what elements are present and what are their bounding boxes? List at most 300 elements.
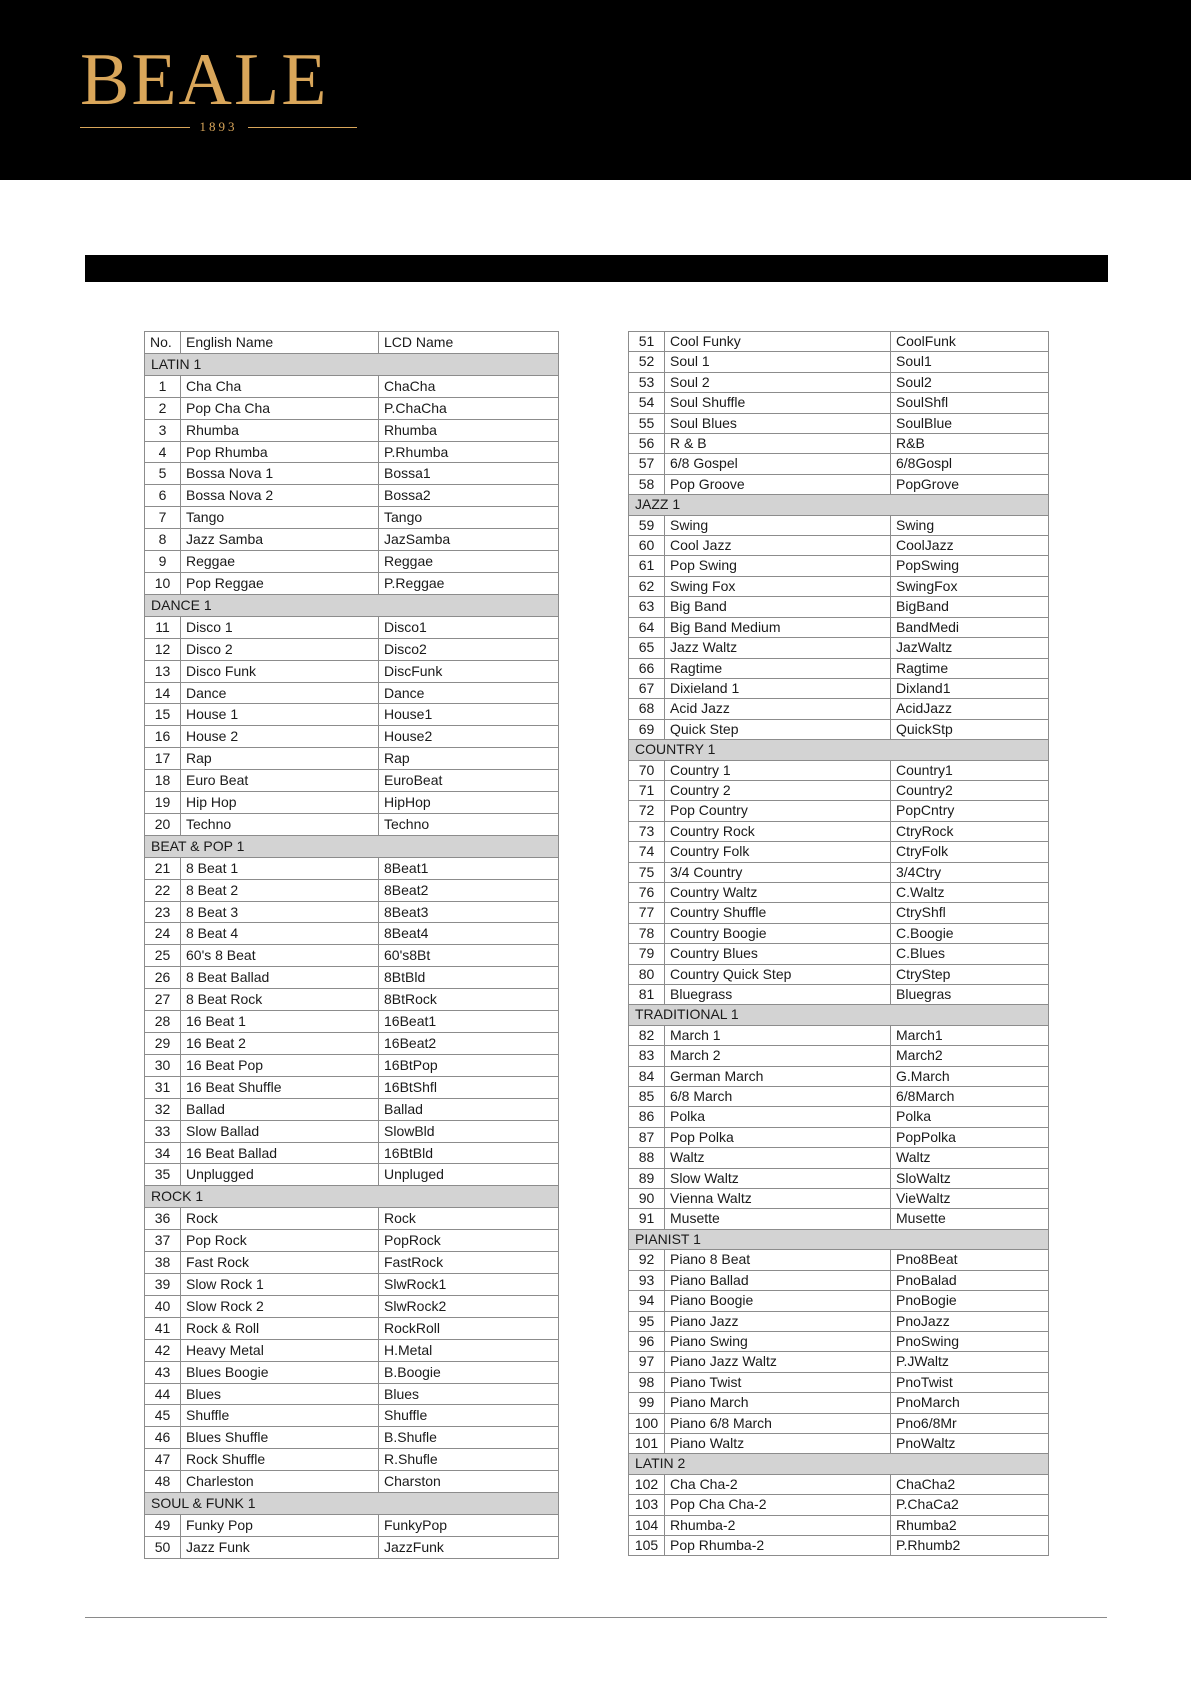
table-row bbox=[145, 901, 559, 923]
style-number: 97 bbox=[629, 1352, 665, 1372]
table-row bbox=[629, 1291, 1049, 1311]
style-lcd-name: QuickStp bbox=[891, 719, 1049, 739]
style-number: 74 bbox=[629, 842, 665, 862]
style-lcd-name: SoulShfl bbox=[891, 393, 1049, 413]
table-row bbox=[145, 1230, 559, 1252]
table-row bbox=[145, 638, 559, 660]
style-lcd-name: PnoBogie bbox=[891, 1291, 1049, 1311]
style-number: 87 bbox=[629, 1127, 665, 1147]
style-english-name: Swing bbox=[665, 515, 891, 535]
style-lcd-name: CoolFunk bbox=[891, 332, 1049, 352]
table-row bbox=[629, 1393, 1049, 1413]
table-row bbox=[145, 1361, 559, 1383]
table-row bbox=[629, 1535, 1049, 1555]
style-english-name: Polka bbox=[665, 1107, 891, 1127]
style-lcd-name: 8BtBld bbox=[379, 967, 559, 989]
style-english-name: Country Boogie bbox=[665, 923, 891, 943]
style-lcd-name: ChaCha2 bbox=[891, 1474, 1049, 1494]
style-english-name: Piano Waltz bbox=[665, 1433, 891, 1453]
style-lcd-name: Country1 bbox=[891, 760, 1049, 780]
style-english-name: Rap bbox=[181, 748, 379, 770]
style-number: 61 bbox=[629, 556, 665, 576]
style-lcd-name: C.Blues bbox=[891, 944, 1049, 964]
category-row bbox=[629, 495, 1049, 515]
table-row bbox=[145, 1120, 559, 1142]
style-english-name: Hip Hop bbox=[181, 792, 379, 814]
style-number: 105 bbox=[629, 1535, 665, 1555]
style-english-name: 3/4 Country bbox=[665, 862, 891, 882]
style-number: 26 bbox=[145, 967, 181, 989]
style-english-name: Rhumba-2 bbox=[665, 1515, 891, 1535]
style-number: 64 bbox=[629, 617, 665, 637]
style-number: 99 bbox=[629, 1393, 665, 1413]
style-number: 49 bbox=[145, 1514, 181, 1536]
table-row bbox=[629, 556, 1049, 576]
style-lcd-name: March2 bbox=[891, 1046, 1049, 1066]
table-row bbox=[629, 597, 1049, 617]
style-number: 84 bbox=[629, 1066, 665, 1086]
style-number: 29 bbox=[145, 1033, 181, 1055]
style-number: 86 bbox=[629, 1107, 665, 1127]
style-english-name: 16 Beat 2 bbox=[181, 1033, 379, 1055]
style-lcd-name: SoulBlue bbox=[891, 413, 1049, 433]
style-lcd-name: Disco2 bbox=[379, 638, 559, 660]
style-lcd-name: Reggae bbox=[379, 551, 559, 573]
style-number: 80 bbox=[629, 964, 665, 984]
style-lcd-name: 8Beat4 bbox=[379, 923, 559, 945]
style-number: 9 bbox=[145, 551, 181, 573]
table-row bbox=[629, 964, 1049, 984]
table-row bbox=[629, 1495, 1049, 1515]
style-number: 56 bbox=[629, 434, 665, 454]
style-number: 53 bbox=[629, 372, 665, 392]
style-number: 46 bbox=[145, 1427, 181, 1449]
table-row bbox=[145, 529, 559, 551]
style-english-name: Slow Waltz bbox=[665, 1168, 891, 1188]
style-english-name: Blues Boogie bbox=[181, 1361, 379, 1383]
beale-logo bbox=[80, 39, 357, 135]
style-english-name: Unplugged bbox=[181, 1164, 379, 1186]
style-lcd-name: Dance bbox=[379, 682, 559, 704]
style-english-name: Dixieland 1 bbox=[665, 678, 891, 698]
style-number: 98 bbox=[629, 1372, 665, 1392]
style-english-name: Bossa Nova 1 bbox=[181, 463, 379, 485]
category-label: DANCE 1 bbox=[145, 594, 559, 616]
style-lcd-name: Waltz bbox=[891, 1148, 1049, 1168]
style-number: 66 bbox=[629, 658, 665, 678]
style-number: 58 bbox=[629, 474, 665, 494]
category-label: JAZZ 1 bbox=[629, 495, 1049, 515]
table-row bbox=[629, 413, 1049, 433]
style-english-name: Country Folk bbox=[665, 842, 891, 862]
style-english-name: German March bbox=[665, 1066, 891, 1086]
style-number: 102 bbox=[629, 1474, 665, 1494]
style-number: 60 bbox=[629, 536, 665, 556]
table-row bbox=[145, 857, 559, 879]
header-lcd-name: LCD Name bbox=[379, 332, 559, 354]
style-number: 17 bbox=[145, 748, 181, 770]
style-english-name: 8 Beat 1 bbox=[181, 857, 379, 879]
style-english-name: Cool Funky bbox=[665, 332, 891, 352]
style-lcd-name: 6/8Gospl bbox=[891, 454, 1049, 474]
style-number: 10 bbox=[145, 572, 181, 594]
style-english-name: Country Rock bbox=[665, 821, 891, 841]
style-lcd-name: Unpluged bbox=[379, 1164, 559, 1186]
table-row bbox=[629, 1107, 1049, 1127]
category-row bbox=[145, 594, 559, 616]
style-lcd-name: JazWaltz bbox=[891, 638, 1049, 658]
style-english-name: Charleston bbox=[181, 1471, 379, 1493]
style-english-name: Blues Shuffle bbox=[181, 1427, 379, 1449]
table-row bbox=[145, 419, 559, 441]
style-english-name: Soul Shuffle bbox=[665, 393, 891, 413]
style-english-name: 8 Beat 4 bbox=[181, 923, 379, 945]
style-lcd-name: Techno bbox=[379, 813, 559, 835]
category-label: LATIN 1 bbox=[145, 353, 559, 375]
style-lcd-name: 16Beat2 bbox=[379, 1033, 559, 1055]
table-row bbox=[629, 515, 1049, 535]
style-lcd-name: 8BtRock bbox=[379, 989, 559, 1011]
style-lcd-name: 8Beat3 bbox=[379, 901, 559, 923]
style-number: 75 bbox=[629, 862, 665, 882]
style-number: 15 bbox=[145, 704, 181, 726]
style-english-name: Country Quick Step bbox=[665, 964, 891, 984]
style-english-name: Rock & Roll bbox=[181, 1317, 379, 1339]
category-label: ROCK 1 bbox=[145, 1186, 559, 1208]
style-number: 45 bbox=[145, 1405, 181, 1427]
style-lcd-name: SlowBld bbox=[379, 1120, 559, 1142]
style-number: 34 bbox=[145, 1142, 181, 1164]
table-row bbox=[629, 1189, 1049, 1209]
table-header-row bbox=[145, 332, 559, 354]
style-number: 33 bbox=[145, 1120, 181, 1142]
table-row bbox=[629, 1515, 1049, 1535]
style-number: 5 bbox=[145, 463, 181, 485]
table-row bbox=[629, 842, 1049, 862]
table-row bbox=[629, 332, 1049, 352]
style-lcd-name: Musette bbox=[891, 1209, 1049, 1229]
style-number: 70 bbox=[629, 760, 665, 780]
table-row bbox=[629, 1148, 1049, 1168]
style-number: 23 bbox=[145, 901, 181, 923]
style-lcd-name: G.March bbox=[891, 1066, 1049, 1086]
style-lcd-name: House2 bbox=[379, 726, 559, 748]
style-english-name: R & B bbox=[665, 434, 891, 454]
table-row bbox=[145, 879, 559, 901]
style-english-name: Funky Pop bbox=[181, 1514, 379, 1536]
style-lcd-name: PopCntry bbox=[891, 801, 1049, 821]
style-number: 94 bbox=[629, 1291, 665, 1311]
style-english-name: Blues bbox=[181, 1383, 379, 1405]
table-row bbox=[145, 463, 559, 485]
style-english-name: Country Waltz bbox=[665, 882, 891, 902]
style-lcd-name: SloWaltz bbox=[891, 1168, 1049, 1188]
style-number: 77 bbox=[629, 903, 665, 923]
style-english-name: Musette bbox=[665, 1209, 891, 1229]
style-number: 39 bbox=[145, 1273, 181, 1295]
style-number: 11 bbox=[145, 616, 181, 638]
table-row bbox=[629, 985, 1049, 1005]
style-number: 55 bbox=[629, 413, 665, 433]
style-english-name: 16 Beat Ballad bbox=[181, 1142, 379, 1164]
style-english-name: Soul 1 bbox=[665, 352, 891, 372]
category-row bbox=[145, 1186, 559, 1208]
style-number: 28 bbox=[145, 1011, 181, 1033]
style-number: 1 bbox=[145, 375, 181, 397]
logo-rule-right bbox=[248, 127, 358, 128]
style-lcd-name: JazzFunk bbox=[379, 1536, 559, 1558]
style-number: 7 bbox=[145, 507, 181, 529]
table-row bbox=[145, 1011, 559, 1033]
table-row bbox=[629, 821, 1049, 841]
category-row bbox=[629, 1005, 1049, 1025]
style-number: 62 bbox=[629, 576, 665, 596]
style-lcd-name: B.Shufle bbox=[379, 1427, 559, 1449]
style-number: 92 bbox=[629, 1250, 665, 1270]
style-lcd-name: RockRoll bbox=[379, 1317, 559, 1339]
style-number: 95 bbox=[629, 1311, 665, 1331]
table-row bbox=[629, 638, 1049, 658]
style-english-name: Bluegrass bbox=[665, 985, 891, 1005]
table-row bbox=[629, 393, 1049, 413]
table-row bbox=[629, 434, 1049, 454]
style-lcd-name: C.Waltz bbox=[891, 882, 1049, 902]
category-label: TRADITIONAL 1 bbox=[629, 1005, 1049, 1025]
style-lcd-name: PnoBalad bbox=[891, 1270, 1049, 1290]
table-row bbox=[145, 770, 559, 792]
style-english-name: Slow Ballad bbox=[181, 1120, 379, 1142]
category-row bbox=[629, 1229, 1049, 1249]
style-lcd-name: PnoJazz bbox=[891, 1311, 1049, 1331]
style-english-name: Piano March bbox=[665, 1393, 891, 1413]
style-number: 48 bbox=[145, 1471, 181, 1493]
style-english-name: Piano 8 Beat bbox=[665, 1250, 891, 1270]
style-lcd-name: AcidJazz bbox=[891, 699, 1049, 719]
style-number: 27 bbox=[145, 989, 181, 1011]
logo-wordmark: BEALE bbox=[80, 39, 329, 121]
style-number: 68 bbox=[629, 699, 665, 719]
style-number: 96 bbox=[629, 1331, 665, 1351]
style-english-name: Jazz Samba bbox=[181, 529, 379, 551]
table-row bbox=[629, 536, 1049, 556]
style-list-table-right bbox=[628, 331, 1049, 1556]
style-lcd-name: PnoSwing bbox=[891, 1331, 1049, 1351]
style-number: 13 bbox=[145, 660, 181, 682]
table-row bbox=[629, 1168, 1049, 1188]
style-lcd-name: CtryRock bbox=[891, 821, 1049, 841]
style-number: 24 bbox=[145, 923, 181, 945]
table-row bbox=[145, 1252, 559, 1274]
table-row bbox=[629, 699, 1049, 719]
table-row bbox=[145, 792, 559, 814]
style-lcd-name: Pno8Beat bbox=[891, 1250, 1049, 1270]
table-row bbox=[145, 945, 559, 967]
category-row bbox=[629, 740, 1049, 760]
style-number: 57 bbox=[629, 454, 665, 474]
style-list-table-left bbox=[144, 331, 559, 1559]
style-lcd-name: Dixland1 bbox=[891, 678, 1049, 698]
category-row bbox=[145, 353, 559, 375]
style-lcd-name: CoolJazz bbox=[891, 536, 1049, 556]
table-row bbox=[629, 678, 1049, 698]
style-number: 41 bbox=[145, 1317, 181, 1339]
table-row bbox=[145, 923, 559, 945]
style-english-name: Piano Swing bbox=[665, 1331, 891, 1351]
style-number: 104 bbox=[629, 1515, 665, 1535]
style-lcd-name: BandMedi bbox=[891, 617, 1049, 637]
style-lcd-name: Soul2 bbox=[891, 372, 1049, 392]
style-number: 38 bbox=[145, 1252, 181, 1274]
table-row bbox=[145, 485, 559, 507]
style-number: 85 bbox=[629, 1087, 665, 1107]
style-lcd-name: Polka bbox=[891, 1107, 1049, 1127]
style-lcd-name: Pno6/8Mr bbox=[891, 1413, 1049, 1433]
table-row bbox=[145, 1449, 559, 1471]
style-lcd-name: VieWaltz bbox=[891, 1189, 1049, 1209]
table-row bbox=[629, 1066, 1049, 1086]
style-english-name: 16 Beat Pop bbox=[181, 1054, 379, 1076]
style-lcd-name: P.Reggae bbox=[379, 572, 559, 594]
style-english-name: Piano Twist bbox=[665, 1372, 891, 1392]
style-english-name: Bossa Nova 2 bbox=[181, 485, 379, 507]
style-lcd-name: Country2 bbox=[891, 780, 1049, 800]
style-english-name: 6/8 Gospel bbox=[665, 454, 891, 474]
table-row bbox=[145, 1339, 559, 1361]
style-english-name: March 1 bbox=[665, 1025, 891, 1045]
category-row bbox=[629, 1454, 1049, 1474]
style-lcd-name: Tango bbox=[379, 507, 559, 529]
category-label: SOUL & FUNK 1 bbox=[145, 1493, 559, 1515]
style-number: 12 bbox=[145, 638, 181, 660]
style-english-name: Cool Jazz bbox=[665, 536, 891, 556]
style-english-name: Piano 6/8 March bbox=[665, 1413, 891, 1433]
style-lcd-name: SwingFox bbox=[891, 576, 1049, 596]
style-english-name: Techno bbox=[181, 813, 379, 835]
table-row bbox=[629, 760, 1049, 780]
style-english-name: Shuffle bbox=[181, 1405, 379, 1427]
style-english-name: Pop Rock bbox=[181, 1230, 379, 1252]
style-english-name: Slow Rock 1 bbox=[181, 1273, 379, 1295]
style-number: 78 bbox=[629, 923, 665, 943]
style-number: 100 bbox=[629, 1413, 665, 1433]
style-english-name: Slow Rock 2 bbox=[181, 1295, 379, 1317]
style-number: 44 bbox=[145, 1383, 181, 1405]
style-english-name: Pop Cha Cha-2 bbox=[665, 1495, 891, 1515]
table-row bbox=[145, 551, 559, 573]
style-english-name: Soul Blues bbox=[665, 413, 891, 433]
style-number: 54 bbox=[629, 393, 665, 413]
table-row bbox=[145, 397, 559, 419]
style-number: 32 bbox=[145, 1098, 181, 1120]
category-row bbox=[145, 835, 559, 857]
style-english-name: Big Band Medium bbox=[665, 617, 891, 637]
category-label: LATIN 2 bbox=[629, 1454, 1049, 1474]
style-number: 101 bbox=[629, 1433, 665, 1453]
table-row bbox=[629, 1025, 1049, 1045]
style-number: 37 bbox=[145, 1230, 181, 1252]
table-row bbox=[145, 813, 559, 835]
style-english-name: Ragtime bbox=[665, 658, 891, 678]
style-lcd-name: Shuffle bbox=[379, 1405, 559, 1427]
logo-rule-left bbox=[80, 127, 190, 128]
style-lcd-name: P.JWaltz bbox=[891, 1352, 1049, 1372]
style-lcd-name: CtryStep bbox=[891, 964, 1049, 984]
table-row bbox=[145, 704, 559, 726]
table-row bbox=[629, 1046, 1049, 1066]
style-lcd-name: Ballad bbox=[379, 1098, 559, 1120]
style-lcd-name: Ragtime bbox=[891, 658, 1049, 678]
style-lcd-name: Bossa1 bbox=[379, 463, 559, 485]
table-row bbox=[145, 682, 559, 704]
style-english-name: Piano Jazz Waltz bbox=[665, 1352, 891, 1372]
table-row bbox=[629, 923, 1049, 943]
table-row bbox=[629, 862, 1049, 882]
style-english-name: Heavy Metal bbox=[181, 1339, 379, 1361]
style-english-name: March 2 bbox=[665, 1046, 891, 1066]
style-english-name: Vienna Waltz bbox=[665, 1189, 891, 1209]
style-number: 18 bbox=[145, 770, 181, 792]
style-lcd-name: R.Shufle bbox=[379, 1449, 559, 1471]
style-lcd-name: H.Metal bbox=[379, 1339, 559, 1361]
style-lcd-name: FunkyPop bbox=[379, 1514, 559, 1536]
style-lcd-name: 16Beat1 bbox=[379, 1011, 559, 1033]
table-row bbox=[145, 616, 559, 638]
style-lcd-name: Rap bbox=[379, 748, 559, 770]
style-english-name: Piano Jazz bbox=[665, 1311, 891, 1331]
table-row bbox=[629, 1352, 1049, 1372]
style-lcd-name: Rhumba2 bbox=[891, 1515, 1049, 1535]
table-row bbox=[629, 1372, 1049, 1392]
style-english-name: Ballad bbox=[181, 1098, 379, 1120]
table-row bbox=[629, 352, 1049, 372]
style-number: 47 bbox=[145, 1449, 181, 1471]
style-number: 14 bbox=[145, 682, 181, 704]
style-english-name: Dance bbox=[181, 682, 379, 704]
style-english-name: Rock bbox=[181, 1208, 379, 1230]
table-row bbox=[629, 1474, 1049, 1494]
style-english-name: Country 2 bbox=[665, 780, 891, 800]
style-number: 82 bbox=[629, 1025, 665, 1045]
style-number: 19 bbox=[145, 792, 181, 814]
table-row bbox=[145, 1514, 559, 1536]
style-english-name: Piano Ballad bbox=[665, 1270, 891, 1290]
style-number: 63 bbox=[629, 597, 665, 617]
style-english-name: 60's 8 Beat bbox=[181, 945, 379, 967]
style-english-name: Country 1 bbox=[665, 760, 891, 780]
style-lcd-name: P.Rhumba bbox=[379, 441, 559, 463]
style-english-name: House 2 bbox=[181, 726, 379, 748]
table-row bbox=[629, 1433, 1049, 1453]
table-row bbox=[629, 1413, 1049, 1433]
logo-year-line bbox=[80, 119, 357, 135]
style-lcd-name: PnoMarch bbox=[891, 1393, 1049, 1413]
style-lcd-name: SlwRock2 bbox=[379, 1295, 559, 1317]
style-lcd-name: PnoWaltz bbox=[891, 1433, 1049, 1453]
table-row bbox=[629, 1087, 1049, 1107]
style-number: 52 bbox=[629, 352, 665, 372]
style-english-name: Pop Swing bbox=[665, 556, 891, 576]
table-row bbox=[145, 507, 559, 529]
table-row bbox=[145, 1383, 559, 1405]
header-no: No. bbox=[145, 332, 181, 354]
style-english-name: 16 Beat 1 bbox=[181, 1011, 379, 1033]
style-lcd-name: PnoTwist bbox=[891, 1372, 1049, 1392]
style-english-name: 16 Beat Shuffle bbox=[181, 1076, 379, 1098]
header-english-name: English Name bbox=[181, 332, 379, 354]
style-number: 25 bbox=[145, 945, 181, 967]
table-row bbox=[145, 1098, 559, 1120]
table-row bbox=[145, 1054, 559, 1076]
